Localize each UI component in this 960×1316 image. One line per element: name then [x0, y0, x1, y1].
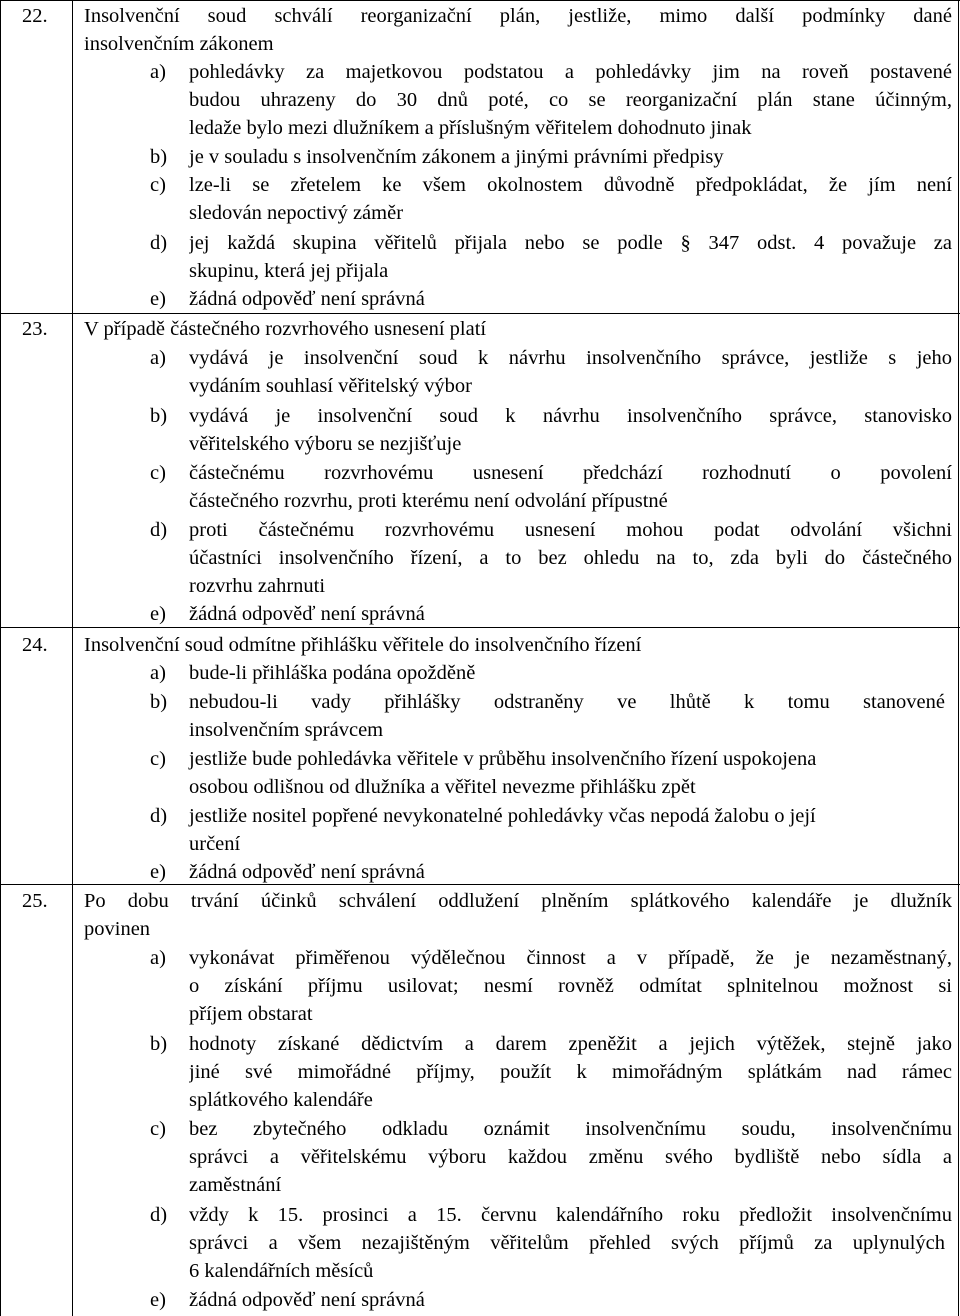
option-line: budou uhrazeny do 30 dnů poté, co se reorganizační plán stane účinným,: [189, 89, 952, 111]
option-line: jej každá skupina věřitelů přijala nebo se podle § 347 odst. 4 považuje za: [189, 232, 952, 254]
option-line: příjem obstarat: [189, 1003, 313, 1025]
option-line: určení: [189, 833, 241, 855]
option-line: vždy k 15. prosinci a 15. červnu kalendářního roku předložit insolvenčnímu: [189, 1204, 952, 1226]
option-line: o získání příjmu usilovat; nesmí rovněž odmítat splnitelnou možnost si: [189, 975, 952, 997]
option-letter: c): [150, 1118, 166, 1140]
option-letter: c): [150, 748, 166, 770]
option-line: nebudou-li vady přihlášky odstraněny ve lhůtě k tomu stanovené: [189, 691, 945, 713]
option-line: žádná odpověď není správná: [189, 603, 425, 625]
question-number: 23.: [22, 318, 48, 340]
option-line: lze-li se zřetelem ke všem okolnostem důvodně předpokládat, že jím není: [189, 174, 952, 196]
option-letter: d): [150, 232, 168, 254]
option-letter: a): [150, 947, 166, 969]
option-letter: c): [150, 174, 166, 196]
option-letter: c): [150, 462, 166, 484]
column-divider: [72, 0, 73, 1316]
option-line: zaměstnání: [189, 1174, 282, 1196]
option-line: žádná odpověď není správná: [189, 1289, 425, 1311]
option-line: insolvenčním správcem: [189, 719, 384, 741]
option-line: bude-li přihláška podána opožděně: [189, 662, 476, 684]
question-stem-line: Insolvenční soud odmítne přihlášku věřitele do insolvenčního řízení: [84, 634, 642, 656]
option-letter: b): [150, 691, 168, 713]
option-letter: e): [150, 1289, 166, 1311]
row-divider: [0, 884, 960, 885]
question-number: 24.: [22, 634, 48, 656]
option-line: jestliže nositel popřené nevykonatelné pohledávky včas nepodá žalobu o její: [189, 805, 816, 827]
option-line: částečného rozvrhu, proti kterému není odvolání přípustné: [189, 490, 668, 512]
option-line: správci a všem nezajištěným věřitelům přehled svých příjmů za uplynulých: [189, 1232, 945, 1254]
option-line: hodnoty získané dědictvím a darem zpeněžit a jejich výtěžek, stejně jako: [189, 1033, 952, 1055]
option-letter: b): [150, 146, 168, 168]
option-line: žádná odpověď není správná: [189, 861, 425, 883]
option-line: je v souladu s insolvenčním zákonem a jinými právními předpisy: [189, 146, 724, 168]
option-line: proti částečnému rozvrhovému usnesení mohou podat odvolání všichni: [189, 519, 952, 541]
option-line: pohledávky za majetkovou podstatou a pohledávky jim na roveň postavené: [189, 61, 952, 83]
option-line: věřitelského výboru se nezjišťuje: [189, 433, 462, 455]
option-letter: b): [150, 1033, 168, 1055]
option-letter: d): [150, 519, 168, 541]
table-border-right: [958, 0, 959, 1316]
option-line: bez zbytečného odkladu oznámit insolvenčnímu soudu, insolvenčnímu: [189, 1118, 952, 1140]
question-stem-line: insolvenčním zákonem: [84, 33, 274, 55]
option-line: vydává je insolvenční soud k návrhu insolvenčního správce, jestliže s jeho: [189, 347, 952, 369]
option-line: účastníci insolvenčního řízení, a to bez ohledu na to, zda byli do částečného: [189, 547, 952, 569]
option-line: splátkového kalendáře: [189, 1089, 373, 1111]
question-stem-line: povinen: [84, 918, 151, 940]
option-letter: d): [150, 1204, 168, 1226]
option-line: vydává je insolvenční soud k návrhu insolvenčního správce, stanovisko: [189, 405, 952, 427]
option-line: vykonávat přiměřenou výdělečnou činnost a v případě, že je nezaměstnaný,: [189, 947, 952, 969]
table-border-left: [0, 0, 1, 1316]
row-divider: [0, 313, 960, 314]
option-line: sledován nepoctivý záměr: [189, 202, 404, 224]
option-letter: d): [150, 805, 168, 827]
option-letter: a): [150, 662, 166, 684]
option-line: rozvrhu zahrnuti: [189, 575, 326, 597]
question-number: 22.: [22, 5, 48, 27]
option-letter: e): [150, 288, 166, 310]
option-line: 6 kalendářních měsíců: [189, 1260, 374, 1282]
option-letter: e): [150, 861, 166, 883]
option-line: ledaže bylo mezi dlužníkem a příslušným věřitelem dohodnuto jinak: [189, 117, 752, 139]
option-letter: a): [150, 61, 166, 83]
option-line: správci a věřitelskému výboru každou změnu svého bydliště nebo sídla a: [189, 1146, 952, 1168]
row-divider: [0, 627, 960, 628]
question-number: 25.: [22, 890, 48, 912]
option-line: jestliže bude pohledávka věřitele v průběhu insolvenčního řízení uspokojena: [189, 748, 817, 770]
option-line: žádná odpověď není správná: [189, 288, 425, 310]
question-stem-line: Po dobu trvání účinků schválení oddlužení plněním splátkového kalendáře je dlužník: [84, 890, 952, 912]
option-line: skupinu, která jej přijala: [189, 260, 389, 282]
option-letter: a): [150, 347, 166, 369]
question-stem-line: V případě částečného rozvrhového usnesení platí: [84, 318, 487, 340]
option-line: osobou odlišnou od dlužníka a věřitel nevezme přihlášku zpět: [189, 776, 696, 798]
option-line: vydáním souhlasí věřitelský výbor: [189, 375, 472, 397]
option-letter: b): [150, 405, 168, 427]
question-stem-line: Insolvenční soud schválí reorganizační plán, jestliže, mimo další podmínky dané: [84, 5, 952, 27]
table-border-top: [0, 0, 960, 1]
option-line: jiné své mimořádné příjmy, použít k mimořádným splátkám nad rámec: [189, 1061, 952, 1083]
option-letter: e): [150, 603, 166, 625]
option-line: částečnému rozvrhovému usnesení předchází rozhodnutí o povolení: [189, 462, 952, 484]
